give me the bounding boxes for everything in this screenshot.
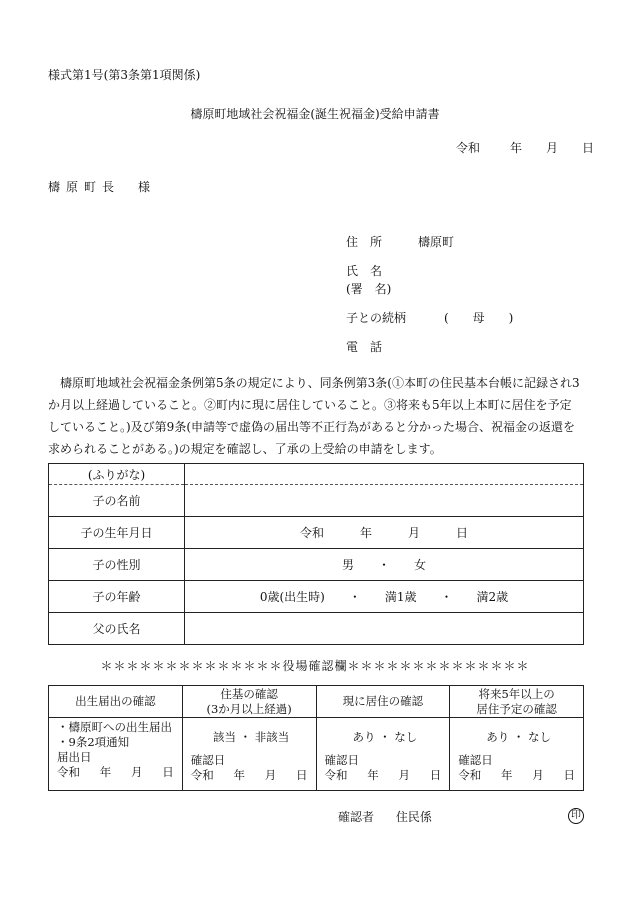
address-value[interactable]: 檮原町 <box>418 235 455 249</box>
office-use-separator: ＊＊＊＊＊＊＊＊＊＊＊＊＊＊役場確認欄＊＊＊＊＊＊＊＊＊＊＊＊＊＊ <box>100 659 530 673</box>
addressee-name: 檮原町長 <box>48 180 121 194</box>
col1-date-label: 届出日 <box>57 750 92 764</box>
col2-header <box>182 686 316 718</box>
col1-header: 出生届出の確認 <box>49 686 183 718</box>
col2-date-era: 令和 <box>190 768 214 782</box>
col4-date-label: 確認日 <box>458 753 493 767</box>
col1-cell[interactable] <box>49 718 183 791</box>
col3-date-day: 日 <box>429 768 442 782</box>
date-day: 日 <box>582 141 595 155</box>
col4-value: あり ・ なし <box>486 730 552 744</box>
col2-date <box>191 768 312 783</box>
col1-line2: ・9条2項通知 <box>57 735 130 749</box>
col3-date-label: 確認日 <box>324 753 359 767</box>
office-confirmation-table <box>48 685 584 791</box>
sign-label: (署 名) <box>346 282 392 296</box>
col1-date-month: 月 <box>131 765 143 779</box>
furigana-label: (ふりがな) <box>49 464 185 485</box>
relation-value[interactable]: ( 母 ) <box>444 311 514 325</box>
col4-date <box>458 768 579 783</box>
col2-date-label: 確認日 <box>190 753 226 767</box>
date-year: 年 <box>510 141 523 155</box>
birthdate-field[interactable]: 令和 年 月 日 <box>185 517 584 549</box>
col3-date <box>325 768 446 783</box>
applicant-block <box>346 233 513 352</box>
col2-date-year: 年 <box>233 768 245 782</box>
col1-date-era: 令和 <box>57 765 80 779</box>
form-number: 様式第1号(第3条第1項関係) <box>48 68 201 82</box>
col4-date-day: 日 <box>563 768 575 782</box>
addressee <box>48 178 150 195</box>
col2-date-day: 日 <box>296 768 308 782</box>
col1-line1: ・檮原町への出生届出 <box>57 720 172 734</box>
sex-field[interactable]: 男 ・ 女 <box>185 549 584 581</box>
col1-date-day: 日 <box>162 765 174 779</box>
father-name-field[interactable] <box>185 613 584 645</box>
age-label: 子の年齢 <box>49 581 185 613</box>
col2-date-month: 月 <box>264 768 277 782</box>
col2-header-line1: 住基の確認 <box>220 686 278 701</box>
col4-header-line2: 居住予定の確認 <box>476 701 557 716</box>
col4-date-year: 年 <box>501 768 513 782</box>
sex-label: 子の性別 <box>49 549 185 581</box>
col2-cell[interactable] <box>182 718 316 791</box>
relation-label: 子との続柄 <box>346 311 407 325</box>
application-date <box>456 139 594 156</box>
seal-icon: 印 <box>568 808 584 824</box>
document-title: 檮原町地域社会祝福金(誕生祝福金)受給申請書 <box>190 107 440 121</box>
child-info-table <box>48 463 584 645</box>
col1-date <box>57 765 178 780</box>
col2-header-line2: (3か月以上経過) <box>206 701 292 716</box>
date-month: 月 <box>546 141 559 155</box>
age-field[interactable]: 0歳(出生時) ・ 満1歳 ・ 満2歳 <box>185 581 584 613</box>
col2-value: 該当 ・ 非該当 <box>212 730 290 744</box>
statement-text: 檮原町地域社会祝福金条例第5条の規定により、同条例第3条(①本町の住民基本台帳に記録され3か月以上経過していること。②町内に現に居住していること。③将来も5年以上本町に居住を予定していること。)及び第9条(申請等で虚偽の届出等不正行為があると分かった場合、祝福金の返還を求められることがある。)の規定を確認し、了承の上受給の申請をします。 <box>48 376 580 456</box>
phone-label: 電 話 <box>346 340 383 354</box>
col3-cell[interactable] <box>316 718 450 791</box>
confirmer-dept: 住民係 <box>395 810 432 824</box>
col4-cell[interactable] <box>450 718 584 791</box>
addressee-suffix: 様 <box>138 180 151 194</box>
father-name-label: 父の氏名 <box>49 613 185 645</box>
child-name-label: 子の名前 <box>49 485 185 517</box>
col4-date-era: 令和 <box>458 768 482 782</box>
col4-date-month: 月 <box>532 768 544 782</box>
name-label: 氏 名 <box>346 264 383 278</box>
col3-date-year: 年 <box>367 768 379 782</box>
col3-date-month: 月 <box>398 768 410 782</box>
confirmer-label: 確認者 <box>338 810 375 824</box>
child-name-field[interactable] <box>185 485 584 517</box>
furigana-field[interactable] <box>185 464 584 485</box>
col3-value: あり ・ なし <box>352 730 418 744</box>
birthdate-label: 子の生年月日 <box>49 517 185 549</box>
col4-header-line1: 将来5年以上の <box>478 686 555 701</box>
col4-header <box>450 686 584 718</box>
address-label: 住 所 <box>346 235 383 249</box>
date-era: 令和 <box>456 141 481 155</box>
col3-header: 現に居住の確認 <box>316 686 450 718</box>
col3-date-era: 令和 <box>324 768 348 782</box>
confirmer-line <box>338 808 432 825</box>
col1-date-year: 年 <box>99 765 112 779</box>
